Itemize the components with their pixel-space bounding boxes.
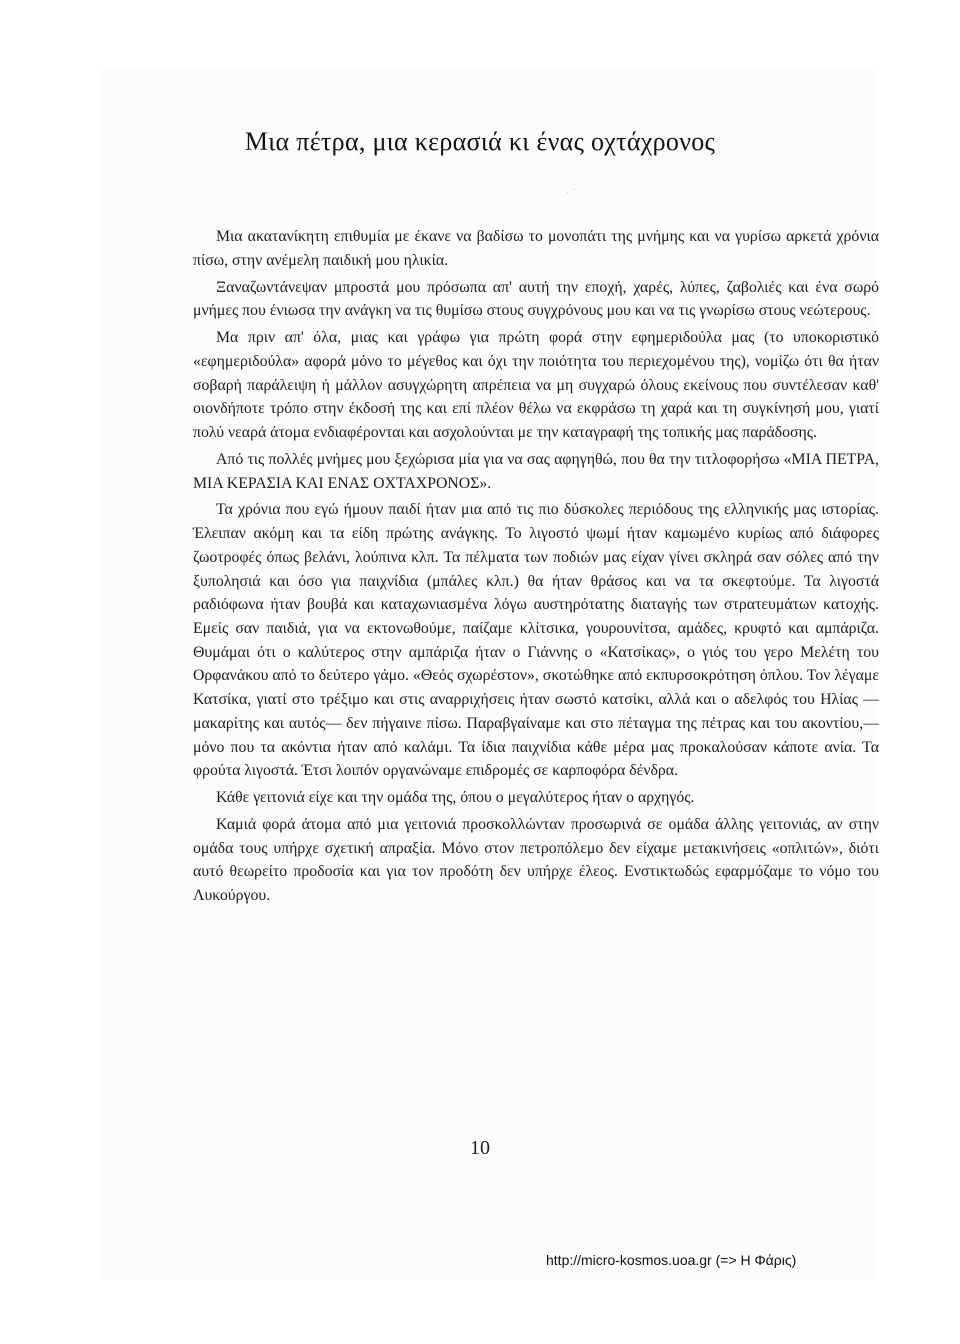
paragraph: Από τις πολλές μνήμες μου ξεχώρισα μία για να σας αφηγηθώ, που θα την τιτλοφορήσω «ΜΙΑ ΠΕΤΡΑ, ΜΙΑ ΚΕΡΑΣΙΑ ΚΑΙ ΕΝΑΣ ΟΧΤΑΧΡΟΝΟΣ».: [193, 450, 879, 492]
paragraph: Καμιά φορά άτομα από μια γειτονιά προσκολλώνταν προσωρινά σε ομάδα άλλης γειτονιάς, αν στην ομάδα τους υπήρχε σχετική απραξία. Μόνο στον πετροπόλεμο δεν είχαμε μετακινήσεις «οπλιτών», διότι αυτό θεωρείτο προδοσία και για τον προδότη δεν υπήρχε έλεος. Ενστικτωδώς εφαρμόζαμε το νόμο του Λυκούργου.: [193, 816, 879, 905]
paragraph: Ξαναζωντάνεψαν μπροστά μου πρόσωπα απ' αυτή την εποχή, χαρές, λύπες, ζαβολιές και ένα σωρό μνήμες που ένιωσα την ανάγκη να τις θυμίσω στους συγχρόνους μου και να τις γνωρίσω στους νεώτερους.: [193, 278, 879, 320]
article-title: Μια πέτρα, μια κερασιά κι ένας οχτάχρονος: [244, 127, 716, 156]
scan-speck: · ˙: [566, 187, 577, 199]
paragraph: Μια ακατανίκητη επιθυμία με έκανε να βαδίσω το μονοπάτι της μνήμης και να γυρίσω αρκετά χρόνια πίσω, στην ανέμελη παιδική μου ηλικία.: [193, 228, 879, 269]
paragraph: Μα πριν απ' όλα, μιας και γράφω για πρώτη φορά στην εφημεριδούλα μας (το υποκοριστικό «εφημεριδούλα» αφορά μόνο το μέγεθος και όχι την ποιότητα του περιεχομένου της), νομίζω ότι θα ήταν σοβαρή παράλειψη ή μάλλον ασυγχώρητη απρέπεια να μη συγχαρώ όλους εκείνους που συντέλεσαν καθ' οιονδήποτε τρόπο στην έκδοσή της και επί πλέον θέλω να εκφράσω τη χαρά και τη συγκίνησή μου, γιατί πολύ νεαρά άτομα ενδιαφέρονται και ασχολούνται με την καταγραφή της τοπικής μας παράδοσης.: [193, 329, 879, 441]
article-body: [193, 225, 879, 911]
paragraph: Τα χρόνια που εγώ ήμουν παιδί ήταν μια από τις πιο δύσκολες περιόδους της ελληνικής μας ιστορίας. Έλειπαν ακόμη και τα είδη πρώτης ανάγκης. Το λιγοστό ψωμί ήταν καμωμένο κυρίως από διάφορες ζωοτροφές όπως βελάνι, λούπινα κλπ. Τα πέλματα των ποδιών μας είχαν γίνει σκληρά σαν σόλες από την ξυπολησιά και όσο για παιχνίδια (μπάλες κλπ.) θα ήταν θράσος και να τα σκεφτούμε. Τα λιγοστά ραδιόφωνα ήταν βουβά και καταχωνιασμένα λόγω αυστηρότατης διαταγής των στρατευμάτων κατοχής. Εμείς σαν παιδιά, για να εκτονωθούμε, παίζαμε κλίτσικα, γουρουνίτσα, αμάδες, κρυφτό και αμπάριζα. Θυμάμαι ότι ο καλύτερος στην αμπάριζα ήταν ο Γιάννης ο «Κατσίκας», ο γιός του γερο Μελέτη του Ορφανάκου από το δεύτερο γάμο. «Θεός σχωρέστον», σκοτώθηκε από εκπυρσοκρότηση όπλου. Τον λέγαμε Κατσίκα, γιατί στο τρέξιμο και στις αναρριχήσεις ήταν σωστό κατσίκι, αλλά και ο αδελφός του Ηλίας —μακαρίτης και αυτός— δεν πήγαινε πίσω. Παραβγαίναμε και στο πέταγμα της πέτρας και του ακοντίου,— μόνο που τα ακόντια ήταν από καλάμι. Τα ίδια παιχνίδια κάθε μέρα μας προκαλούσαν κάποτε ανία. Τα φρούτα λιγοστά. Έτσι λοιπόν οργανώναμε επιδρομές σε καρποφόρα δένδρα.: [193, 501, 879, 780]
page-number: 10: [470, 1137, 490, 1159]
footer-source-link[interactable]: http://micro-kosmos.uoa.gr (=> Η Φάρις): [546, 1252, 797, 1268]
paragraph: Κάθε γειτονιά είχε και την ομάδα της, όπου ο μεγαλύτερος ήταν ο αρχηγός.: [216, 789, 695, 807]
